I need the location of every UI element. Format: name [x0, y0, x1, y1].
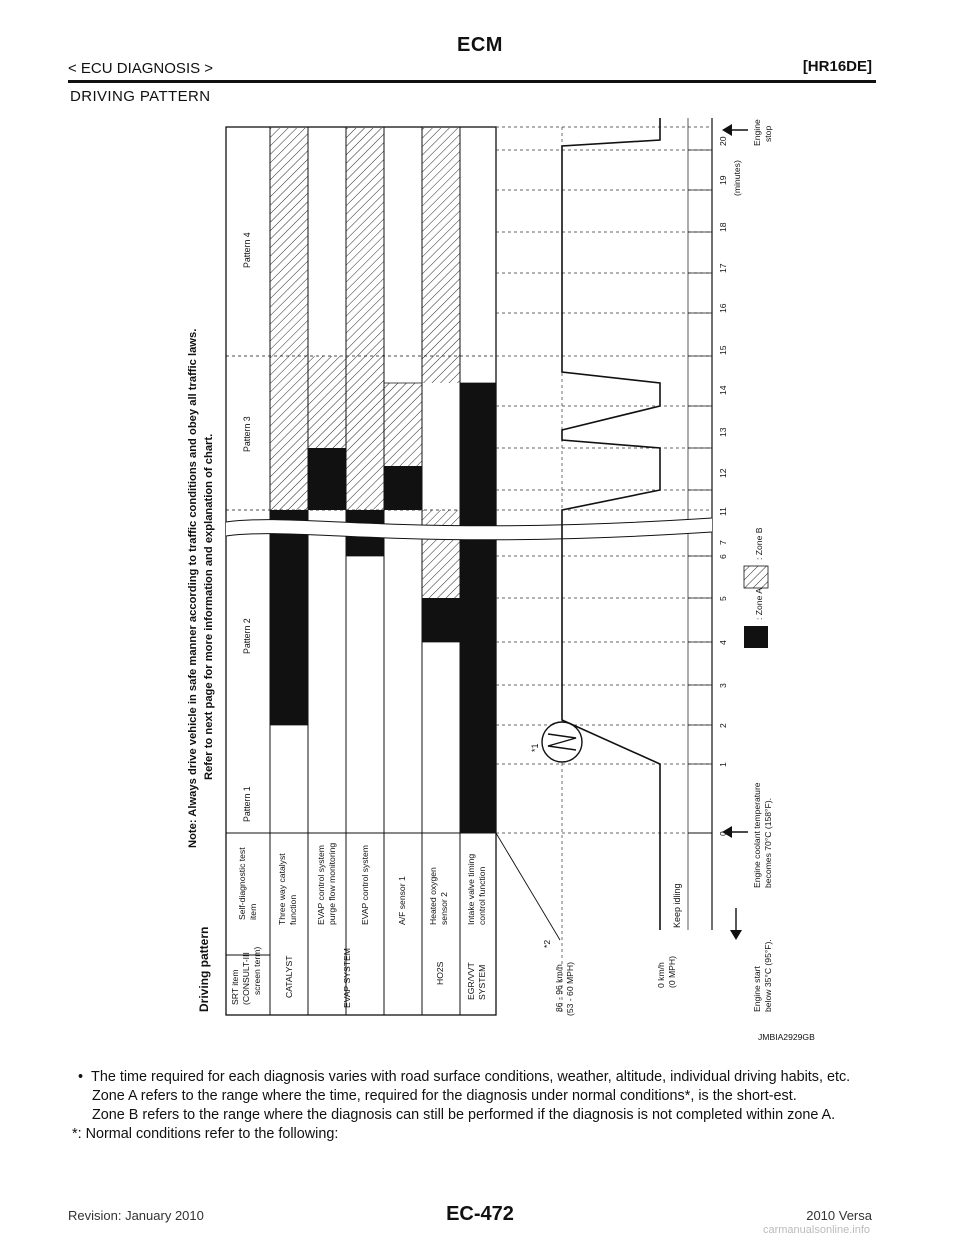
engine-start-2: below 35°C (95°F).	[763, 939, 773, 1012]
tick-15: 15	[718, 345, 728, 355]
srt-header-1: SRT item	[230, 969, 240, 1005]
zone-b-swatch	[744, 566, 768, 588]
tick-17: 17	[718, 263, 728, 273]
note-mark-2: *2	[542, 939, 552, 948]
tick-0: 0	[718, 831, 728, 836]
zone-a-fill	[308, 448, 346, 510]
srt-egr-2: SYSTEM	[477, 964, 487, 1000]
zone-a-fill	[384, 466, 422, 510]
page-title: ECM	[457, 34, 503, 56]
engine-stop	[752, 119, 773, 146]
model-code: [HR16DE]	[802, 58, 872, 75]
row-label-three-way	[277, 853, 298, 925]
zone-a-fill	[270, 510, 308, 725]
tick-2: 2	[718, 723, 728, 728]
tick-13: 13	[718, 427, 728, 437]
srt-egr	[466, 962, 487, 1000]
figure-code: JMBIA2929GB	[758, 1032, 815, 1042]
coolant-2: becomes 70°C (158°F).	[763, 798, 773, 888]
zone-b-label: : Zone B	[754, 527, 764, 560]
zone-fills	[270, 128, 496, 833]
zone-b-fill	[346, 128, 384, 510]
row-label-5a: Heated oxygen	[428, 867, 438, 925]
section-title: DRIVING PATTERN	[70, 88, 211, 105]
tick-16: 16	[718, 303, 728, 313]
tick-1: 1	[718, 762, 728, 767]
bullet-text-content: The time required for each diagnosis varies with road surface conditions, weather, altitude, individual driving habits, etc.	[91, 1069, 851, 1085]
zone-b-fill	[422, 510, 460, 598]
row-label-6a: Intake valve timing	[466, 853, 476, 925]
diag-header-2: item	[248, 903, 258, 920]
speed-low-2: (0 MPH)	[667, 956, 677, 988]
diag-header-1: Self-diagnostic test	[237, 847, 247, 920]
srt-header-2: (CONSULT-III	[241, 952, 251, 1005]
tick-3: 3	[718, 683, 728, 688]
zone-a-fill	[460, 383, 496, 833]
warm-up-symbol	[542, 722, 582, 762]
row-label-1b: function	[288, 894, 298, 925]
bullet-mark: •	[78, 1069, 92, 1085]
pattern-3: Pattern 3	[242, 416, 252, 452]
srt-ho2s: HO2S	[435, 961, 445, 985]
zone-b-fill	[384, 383, 422, 466]
zone-a-paragraph: Zone A refers to the range where the time, required for the diagnosis under normal conditions*, is the short-est.	[92, 1088, 797, 1104]
pattern-4: Pattern 4	[242, 232, 252, 268]
tick-11: 11	[718, 507, 728, 516]
zone-b-fill	[308, 356, 346, 448]
tick-4: 4	[718, 640, 728, 645]
zone-b-paragraph: Zone B refers to the range where the diagnosis can still be performed if the diagnosis is not completed within zone A.	[92, 1107, 836, 1123]
zone-a-swatch	[744, 626, 768, 648]
bullet-text	[72, 1068, 878, 1087]
arrow-icon	[722, 124, 748, 940]
zone-b-fill	[422, 128, 460, 383]
note-line-1: Note: Always drive vehicle in safe manner according to traffic conditions and obey all traffic laws.	[187, 328, 199, 848]
srt-header-3: screen term)	[252, 946, 262, 995]
engine-start	[752, 939, 773, 1012]
coolant-note	[752, 782, 773, 888]
coolant-1: Engine coolant temperature	[752, 782, 762, 888]
mark-1: *1	[530, 743, 540, 752]
body-text	[72, 1068, 878, 1144]
engine-stop-2: stop	[763, 125, 773, 142]
tick-18: 18	[718, 222, 728, 232]
speed-low-1: 0 km/h	[656, 962, 666, 988]
breadcrumb: < ECU DIAGNOSIS >	[68, 60, 214, 77]
row-label-ho2s2	[428, 867, 449, 925]
speed-high-1: 86 - 96 km/h	[554, 964, 564, 1012]
row-label-2a: EVAP control system	[316, 845, 326, 925]
time-grid	[496, 127, 712, 1015]
speed-high	[554, 962, 575, 1016]
note-line-2: Refer to next page for more information and explanation of chart.	[203, 433, 215, 780]
footer-revision: Revision: January 2010	[68, 1208, 204, 1223]
pattern-1: Pattern 1	[242, 786, 252, 822]
tick-5: 5	[718, 596, 728, 601]
engine-stop-1: Engine	[752, 119, 762, 146]
row-label-2b: purge flow monitoring	[327, 842, 337, 925]
srt-egr-1: EGR/VVT	[466, 962, 476, 1000]
zone-a-fill	[422, 598, 460, 642]
tick-7: 7	[718, 540, 728, 545]
watermark: carmanualsonline.info	[762, 1224, 870, 1236]
tick-19: 19	[718, 175, 728, 185]
row-label-evap-purge	[316, 843, 337, 925]
srt-evap: EVAP SYSTEM	[342, 948, 352, 1008]
heading: Driving pattern	[197, 926, 211, 1012]
engine-start-1: Engine start	[752, 966, 762, 1012]
tick-12: 12	[718, 468, 728, 478]
tick-14: 14	[718, 385, 728, 395]
row-label-1a: Three way catalyst	[277, 853, 287, 925]
pattern-2: Pattern 2	[242, 618, 252, 654]
row-label-af: A/F sensor 1	[397, 876, 407, 925]
tick-6: 6	[718, 554, 728, 559]
row-label-5b: sensor 2	[439, 892, 449, 925]
footer-version: 2010 Versa	[806, 1208, 872, 1223]
speed-high-2: (53 - 60 MPH)	[565, 962, 575, 1016]
tick-20: 20	[718, 136, 728, 146]
row-label-6b: control function	[477, 866, 487, 925]
page-number: EC-472	[446, 1203, 514, 1225]
zone-a-label: : Zone A	[754, 587, 764, 620]
keep-idling: Keep idling	[672, 883, 682, 928]
zone-b-fill	[270, 128, 308, 510]
row-label-ivt	[466, 854, 487, 925]
speed-low	[656, 956, 677, 988]
row-label-evap: EVAP control system	[360, 845, 370, 925]
diag-header	[237, 847, 258, 920]
minutes-label: (minutes)	[732, 160, 742, 196]
srt-catalyst: CATALYST	[284, 955, 294, 998]
normal-conditions: *: Normal conditions refer to the following:	[72, 1126, 339, 1142]
